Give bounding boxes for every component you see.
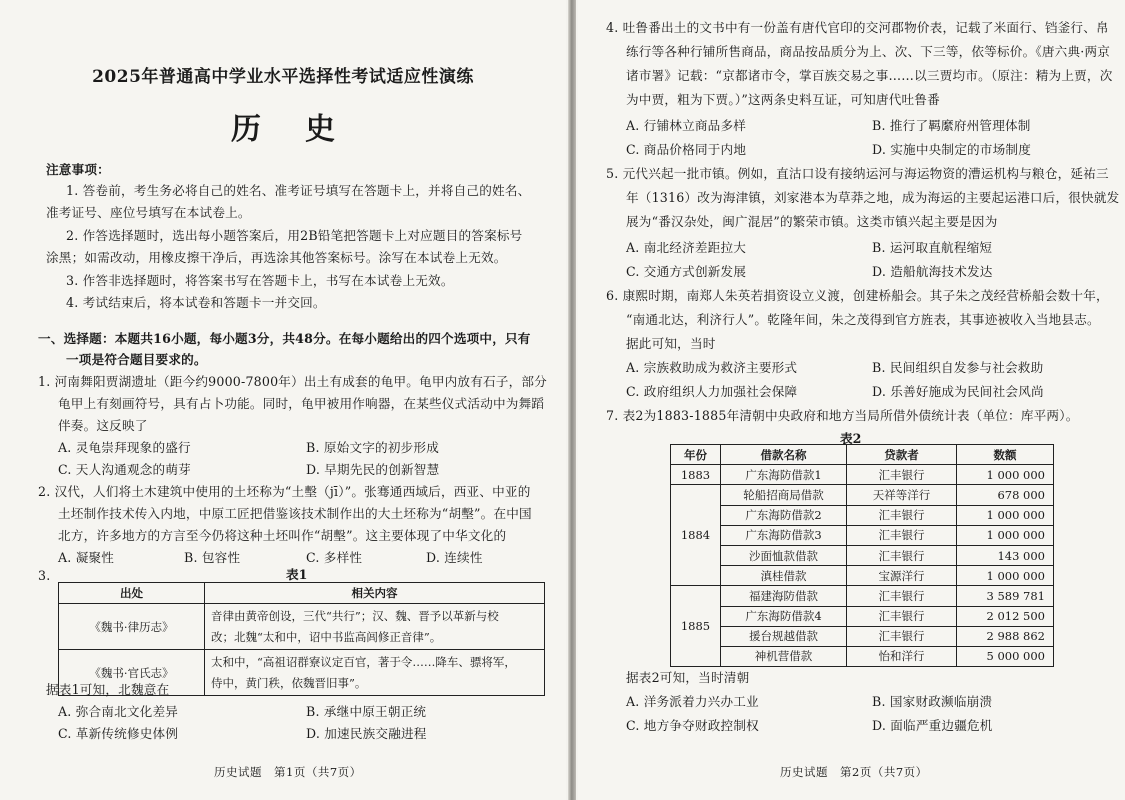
- option-c[interactable]: C. 多样性: [306, 550, 363, 565]
- table-cell-year: 1883: [671, 465, 721, 485]
- option-b[interactable]: B. 推行了羁縻府州管理体制: [872, 118, 1031, 133]
- question-5-stem: 展为“番汉杂处，闽广混居”的繁荣市镇。这类市镇兴起主要是因为: [626, 214, 998, 229]
- option-c[interactable]: C. 商品价格同于内地: [626, 142, 747, 157]
- table-cell-source: 《魏书·官氏志》: [59, 650, 205, 696]
- question-1-stem: 伴奏。这反映了: [58, 418, 148, 433]
- table-cell-content: 音律由黄帝创设，三代“共行”；汉、魏、晋予以革新与校 改；北魏“太和中，诏中书监高闾修正音律”。: [205, 604, 545, 650]
- table-cell-amount: 2 012 500: [957, 606, 1054, 626]
- notice-line: 4. 考试结束后，将本试卷和答题卡一并交回。: [66, 295, 326, 310]
- table-cell-lender: 汇丰银行: [847, 626, 957, 646]
- option-b[interactable]: B. 国家财政濒临崩溃: [872, 694, 993, 709]
- question-4-stem: 练行等各种行铺所售商品，商品按品质分为上、次、下三等，依等标价。《唐六典·两京: [626, 44, 1111, 59]
- page-footer: 历史试题 第2页（共7页）: [780, 765, 928, 779]
- option-a[interactable]: A. 南北经济差距拉大: [626, 240, 747, 255]
- table-cell-amount: 1 000 000: [957, 525, 1054, 545]
- notice-heading: 注意事项：: [46, 162, 110, 177]
- table-cell-name: 滇桂借款: [721, 566, 847, 586]
- option-c[interactable]: C. 天人沟通观念的萌芽: [58, 462, 191, 477]
- table-cell-source: 《魏书·律历志》: [59, 604, 205, 650]
- question-7-stem: 7. 表2为1883-1885年清朝中央政府和地方当局所借外债统计表（单位：库平两）。: [606, 408, 1079, 423]
- exam-page-2: [578, 0, 1125, 800]
- table-cell-name: 轮船招商局借款: [721, 485, 847, 505]
- table-cell-name: 广东海防借款3: [721, 525, 847, 545]
- option-a[interactable]: A. 凝聚性: [58, 550, 115, 565]
- question-1-stem: 1. 河南舞阳贾湖遗址（距今约9000-7800年）出土有成套的龟甲。龟甲内放有石子，部分: [38, 374, 547, 389]
- table-cell-amount: 678 000: [957, 485, 1054, 505]
- question-3-number: 3.: [38, 568, 51, 583]
- page-divider: [568, 0, 576, 800]
- table-cell-name: 福建海防借款: [721, 586, 847, 606]
- table-cell-content: 太和中，“高祖诏群寮议定百官，著于令……降车、骠将军， 侍中，黄门秩，依魏晋旧事”。: [205, 650, 545, 696]
- table-cell-amount: 3 589 781: [957, 586, 1054, 606]
- question-4-stem: 为中贾，粗为下贾。）”这两条史料互证，可知唐代吐鲁番: [626, 92, 940, 107]
- table-cell-amount: 143 000: [957, 545, 1054, 565]
- table-cell-lender: 怡和洋行: [847, 646, 957, 666]
- notice-line: 准考证号、座位号填写在本试卷上。: [46, 205, 251, 220]
- table-cell-lender: 汇丰银行: [847, 525, 957, 545]
- table-header: 借款名称: [721, 445, 847, 465]
- table-cell-amount: 5 000 000: [957, 646, 1054, 666]
- option-b[interactable]: B. 包容性: [184, 550, 241, 565]
- table-cell-year: 1885: [671, 586, 721, 667]
- table-cell-name: 援台规越借款: [721, 626, 847, 646]
- option-d[interactable]: D. 早期先民的创新智慧: [306, 462, 440, 477]
- question-7-stem: 据表2可知，当时清朝: [626, 670, 750, 685]
- table-cell-name: 广东海防借款4: [721, 606, 847, 626]
- table-cell-amount: 1 000 000: [957, 465, 1054, 485]
- table-cell-lender: 汇丰银行: [847, 586, 957, 606]
- table-cell-year: 1884: [671, 485, 721, 586]
- option-a[interactable]: A. 行铺林立商品多样: [626, 118, 747, 133]
- table-cell-lender: 汇丰银行: [847, 545, 957, 565]
- question-5-stem: 5. 元代兴起一批市镇。例如，直沽口设有接纳运河与海运物资的漕运机构与粮仓，延祐三: [606, 166, 1109, 181]
- question-3-stem: 据表1可知，北魏意在: [46, 682, 170, 697]
- table-cell-lender: 汇丰银行: [847, 465, 957, 485]
- option-a[interactable]: A. 弥合南北文化差异: [58, 704, 179, 719]
- table-cell-lender: 宝源洋行: [847, 566, 957, 586]
- question-4-stem: 4. 吐鲁番出土的文书中有一份盖有唐代官印的交河郡物价表，记载了米面行、铛釜行、帛: [606, 20, 1109, 35]
- option-c[interactable]: C. 交通方式创新发展: [626, 264, 747, 279]
- question-6-stem: “南通北达，利济行人”。乾隆年间，朱之茂得到官方旌表，其事迹被收入当地县志。: [626, 312, 1100, 327]
- table-cell-name: 广东海防借款2: [721, 505, 847, 525]
- table-header: 数额: [957, 445, 1054, 465]
- table-1-caption: 表1: [286, 567, 308, 582]
- option-a[interactable]: A. 宗族救助成为救济主要形式: [626, 360, 798, 375]
- table-2: [670, 444, 1054, 667]
- table-cell-lender: 汇丰银行: [847, 505, 957, 525]
- table-header: 年份: [671, 445, 721, 465]
- subject-title: 历史: [231, 112, 379, 147]
- question-4-stem: 诸市署》记载：“京都诸市令，掌百族交易之事……以三贾均市。（原注：精为上贾，次: [626, 68, 1113, 83]
- page-footer: 历史试题 第1页（共7页）: [214, 765, 362, 779]
- option-a[interactable]: A. 洋务派着力兴办工业: [626, 694, 759, 709]
- option-c[interactable]: C. 革新传统修史体例: [58, 726, 179, 741]
- notice-line: 1. 答卷前，考生务必将自己的姓名、准考证号填写在答题卡上，并将自己的姓名、: [66, 183, 531, 198]
- option-b[interactable]: B. 原始文字的初步形成: [306, 440, 440, 455]
- option-a[interactable]: A. 灵龟崇拜现象的盛行: [58, 440, 191, 455]
- question-2-stem: 2. 汉代，人们将土木建筑中使用的土坯称为“土墼（jī）”。张骞通西域后，西亚、中亚的: [38, 484, 531, 499]
- option-b[interactable]: B. 运河取直航程缩短: [872, 240, 993, 255]
- table-1: [58, 582, 545, 696]
- option-c[interactable]: C. 地方争夺财政控制权: [626, 718, 759, 733]
- notice-line: 3. 作答非选择题时，将答案书写在答题卡上，书写在本试卷上无效。: [66, 273, 454, 288]
- option-d[interactable]: D. 造船航海技术发达: [872, 264, 993, 279]
- section-intro: 一、选择题：本题共16小题，每小题3分，共48分。在每小题给出的四个选项中，只有: [38, 331, 531, 346]
- table-header: 贷款者: [847, 445, 957, 465]
- option-d[interactable]: D. 连续性: [426, 550, 483, 565]
- option-d[interactable]: D. 面临严重边疆危机: [872, 718, 993, 733]
- option-d[interactable]: D. 乐善好施成为民间社会风尚: [872, 384, 1044, 399]
- question-1-stem: 龟甲上有刻画符号，具有占卜功能。同时，龟甲被用作响器，在某些仪式活动中为舞蹈: [58, 396, 545, 411]
- option-b[interactable]: B. 民间组织自发参与社会救助: [872, 360, 1044, 375]
- table-cell-name: 沙面恤款借款: [721, 545, 847, 565]
- option-c[interactable]: C. 政府组织人力加强社会保障: [626, 384, 798, 399]
- table-cell-name: 广东海防借款1: [721, 465, 847, 485]
- table-cell-lender: 天祥等洋行: [847, 485, 957, 505]
- question-6-stem: 6. 康熙时期，南郑人朱英若捐资设立义渡，创建桥船会。其子朱之茂经营桥船会数十年，: [606, 288, 1109, 303]
- table-cell-lender: 汇丰银行: [847, 606, 957, 626]
- table-cell-name: 神机营借款: [721, 646, 847, 666]
- option-d[interactable]: D. 加速民族交融进程: [306, 726, 427, 741]
- table-header: 相关内容: [205, 583, 545, 604]
- table-cell-amount: 1 000 000: [957, 566, 1054, 586]
- question-6-stem: 据此可知，当时: [626, 336, 716, 351]
- table-cell-amount: 2 988 862: [957, 626, 1054, 646]
- question-2-stem: 北方，许多地方的方言至今仍将这种土坯叫作“胡墼”。这主要体现了中华文化的: [58, 528, 507, 543]
- option-d[interactable]: D. 实施中央制定的市场制度: [872, 142, 1031, 157]
- option-b[interactable]: B. 承继中原王朝正统: [306, 704, 427, 719]
- table-cell-amount: 1 000 000: [957, 505, 1054, 525]
- notice-line: 涂黑；如需改动，用橡皮擦干净后，再选涂其他答案标号。涂写在本试卷上无效。: [46, 250, 507, 265]
- notice-line: 2. 作答选择题时，选出每小题答案后，用2B铅笔把答题卡上对应题目的答案标号: [66, 228, 523, 243]
- question-2-stem: 土坯制作技术传入内地，中原工匠把借鉴该技术制作出的大土坯称为“胡墼”。在中国: [58, 506, 532, 521]
- table-header: 出处: [59, 583, 205, 604]
- exam-title: 2025年普通高中学业水平选择性考试适应性演练: [92, 67, 474, 87]
- section-intro: 一项是符合题目要求的。: [66, 352, 207, 367]
- question-5-stem: 年（1316）改为海津镇，刘家港本为草莽之地，成为海运的主要起运港口后，很快就发: [626, 190, 1120, 205]
- table-2-caption: 表2: [840, 431, 862, 446]
